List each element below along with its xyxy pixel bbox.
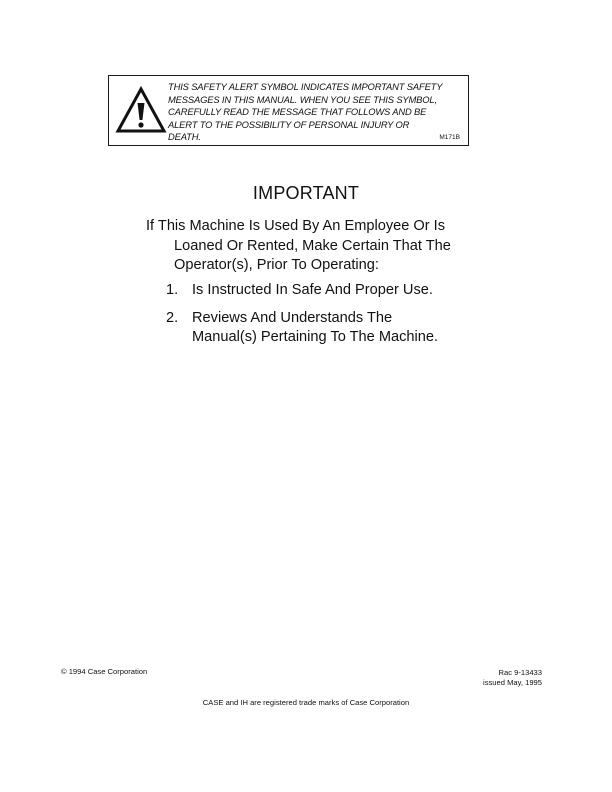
part-number: Rac 9-13433 [498,668,542,677]
list-item-text: Reviews And Understands The [192,309,393,326]
requirements-list [166,281,438,356]
safety-alert-box [108,75,469,146]
intro-line: If This Machine Is Used By An Employee Or Is [146,218,446,234]
issue-date: issued May, 1995 [483,678,542,687]
safety-alert-code: M171B [439,134,460,141]
list-item [166,281,438,301]
list-item-text: Is Instructed In Safe And Proper Use. [192,282,433,298]
safety-alert-line: ALERT TO THE POSSIBILITY OF PERSONAL INJURY OR [168,118,410,130]
safety-alert-line: THIS SAFETY ALERT SYMBOL INDICATES IMPORTANT SAFETY [168,81,443,92]
safety-alert-line: DEATH. [168,131,201,143]
copyright-notice: © 1994 Case Corporation [61,667,148,676]
safety-alert-line: CAREFULLY READ THE MESSAGE THAT FOLLOWS AND BE [168,106,427,118]
list-item-text: Manual(s) Pertaining To The Machine. [192,329,439,345]
trademark-notice: CASE and IH are registered trade marks of Case Corporation [202,698,410,707]
warning-triangle-icon [115,86,167,134]
list-item-number: 1. [166,282,179,298]
intro-line: Loaned Or Rented, Make Certain That The [174,237,451,254]
intro-line: Operator(s), Prior To Operating: [174,257,379,273]
issue-info [483,668,542,688]
safety-alert-message [168,81,462,144]
page-title: IMPORTANT [252,183,360,203]
safety-alert-line: MESSAGES IN THIS MANUAL. WHEN YOU SEE THIS SYMBOL, [168,93,437,105]
list-item [166,309,438,348]
intro-paragraph [146,217,451,276]
list-item-number: 2. [166,309,179,326]
